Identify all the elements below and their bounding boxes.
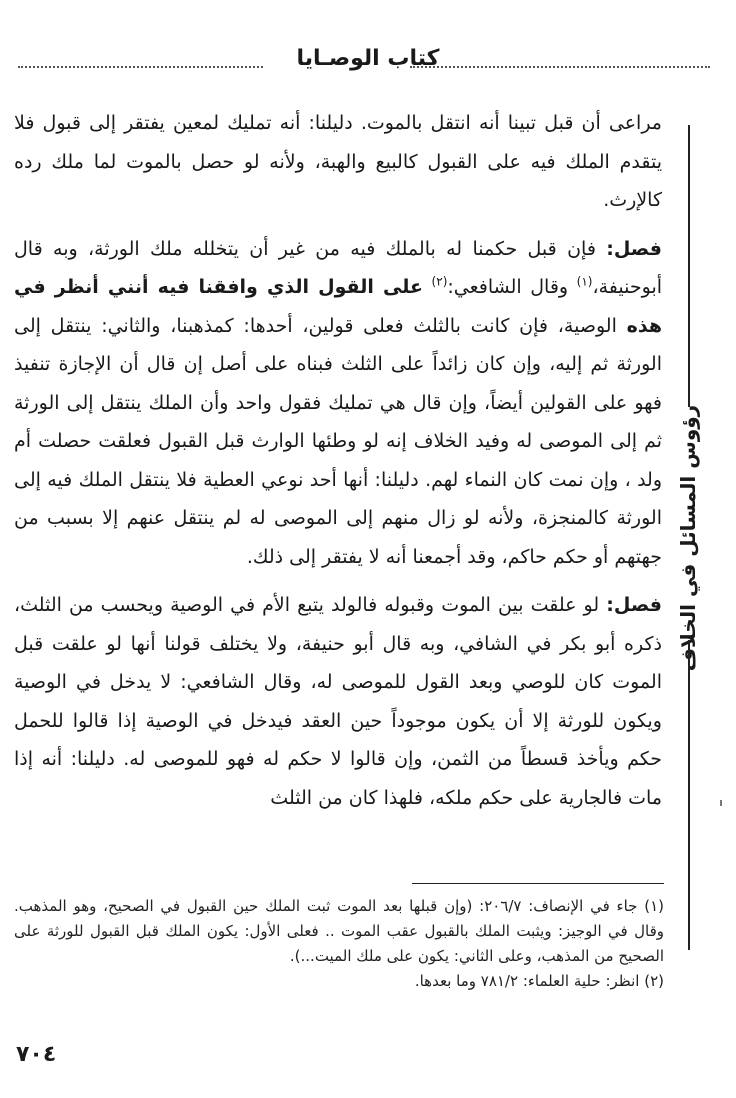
paragraph-3-text: لو علقت بين الموت وقبوله فالولد يتبع الأم في الوصية ويحسب من الثلث، ذكره أبو بكر في الشافي، وبه قال أبو حنيفة، ولا يختلف قولنا أنها لو علقت قبل الموت كان للوصي وبعد القول للموصى له، وقال الشافعي: لا يدخل في الوصية ويكون للورثة إلا أن يكون موجوداً حين العقد فيدخل في الوصية إذا قالوا للحمل حكم ويأخذ قسطاً من الثمن، وإن قالوا لا حكم له فهو للموصى له. دليلنا: أنه إذا مات فالجارية على حكم ملكه، فلهذا كان من الثلث — [14, 594, 662, 809]
paragraph-2-bold-phrase: على القول الذي وافقنا فيه أنني أنظر في هذه — [14, 276, 663, 337]
side-rule-top — [688, 125, 690, 407]
paragraph-3 — [14, 586, 662, 817]
footnote-ref-2: (٢) — [431, 274, 448, 289]
footnote-separator — [412, 883, 664, 884]
page-number: ٧٠٤ — [16, 1042, 57, 1067]
paragraph-2-text-b: وقال الشافعي: — [447, 276, 569, 298]
footnote-number: (١) — [644, 897, 665, 915]
section-label: فصل: — [606, 237, 662, 260]
paragraph-1: مراعى أن قبل تبينا أنه انتقل بالموت. دليلنا: أنه تمليك لمعين يفتقر إلى قبول فلا يتقدم الملك فيه على القبول كالبيع والهبة، ولأنه لو حصل بالموت لما ملك رده كالإرث. — [14, 112, 662, 211]
scan-speck — [720, 800, 722, 806]
footnote-text: جاء في الإنصاف: ٢٠٦/٧: (وإن قبلها بعد الموت ثبت الملك حين القبول في الصحيح، وهو المذهب. وقال في الوجيز: ويثبت الملك بالقبول عقب الموت .. فعلى الأول: يكون الملك قبل القبول للورثة على الصحيح من المذهب، وعلى الثاني: يكون على ملك الميت...). — [14, 897, 664, 965]
section-label: فصل: — [606, 594, 662, 616]
footnotes — [14, 894, 664, 994]
running-header — [0, 40, 736, 80]
side-running-title: رؤوس المسائل في الخلاف — [676, 404, 700, 672]
side-rule-bottom — [688, 640, 690, 950]
footnote-1 — [14, 894, 664, 969]
footnote-ref-1: (١) — [576, 274, 593, 289]
footnote-text: انظر: حلية العلماء: ٧٨١/٢ وما بعدها. — [414, 972, 640, 990]
paragraph-2 — [14, 230, 662, 577]
footnote-number: (٢) — [644, 972, 664, 990]
paragraph-2-text-c: الوصية، فإن كانت بالثلث فعلى قولين، أحدها: كمذهبنا، والثاني: ينتقل إلى الورثة ثم إليه، وإن كان زائداً على الثلث فبناه على أصل إن قال أن الإجازة تنفيذ فهو على القولين أيضاً، وإن قال هي تمليك فقول واحد وأن الملك ينتقل إلى الورثة ثم إلى الموصى له وفيد الخلاف إنه لو وطئها الوارث قبل القبول فعلقت حصلت أم ولد ، وإن نمت كان النماء لهم. دليلنا: أنها أحد نوعي العطية فلا ينتقل الملك فيه إلى الورثة كالمنجزة، ولأنه لو زال منهم إلى الموصى له لم ينتقل عنهم إلا بسبب من جهتهم أو حكم حاكم، وقد أجمعنا أنه لا يفتقر إلى ذلك. — [14, 314, 662, 568]
header-title: كتاب الوصـايا — [296, 46, 440, 71]
main-text — [14, 104, 662, 817]
footnote-2 — [14, 969, 664, 994]
paragraph-2-text-a: فإن قبل حكمنا له بالملك فيه من غير أن يتخلله ملك الورثة، وبه قال أبوحنيفة، — [14, 237, 663, 298]
header-dotted-rule-right — [410, 66, 710, 68]
